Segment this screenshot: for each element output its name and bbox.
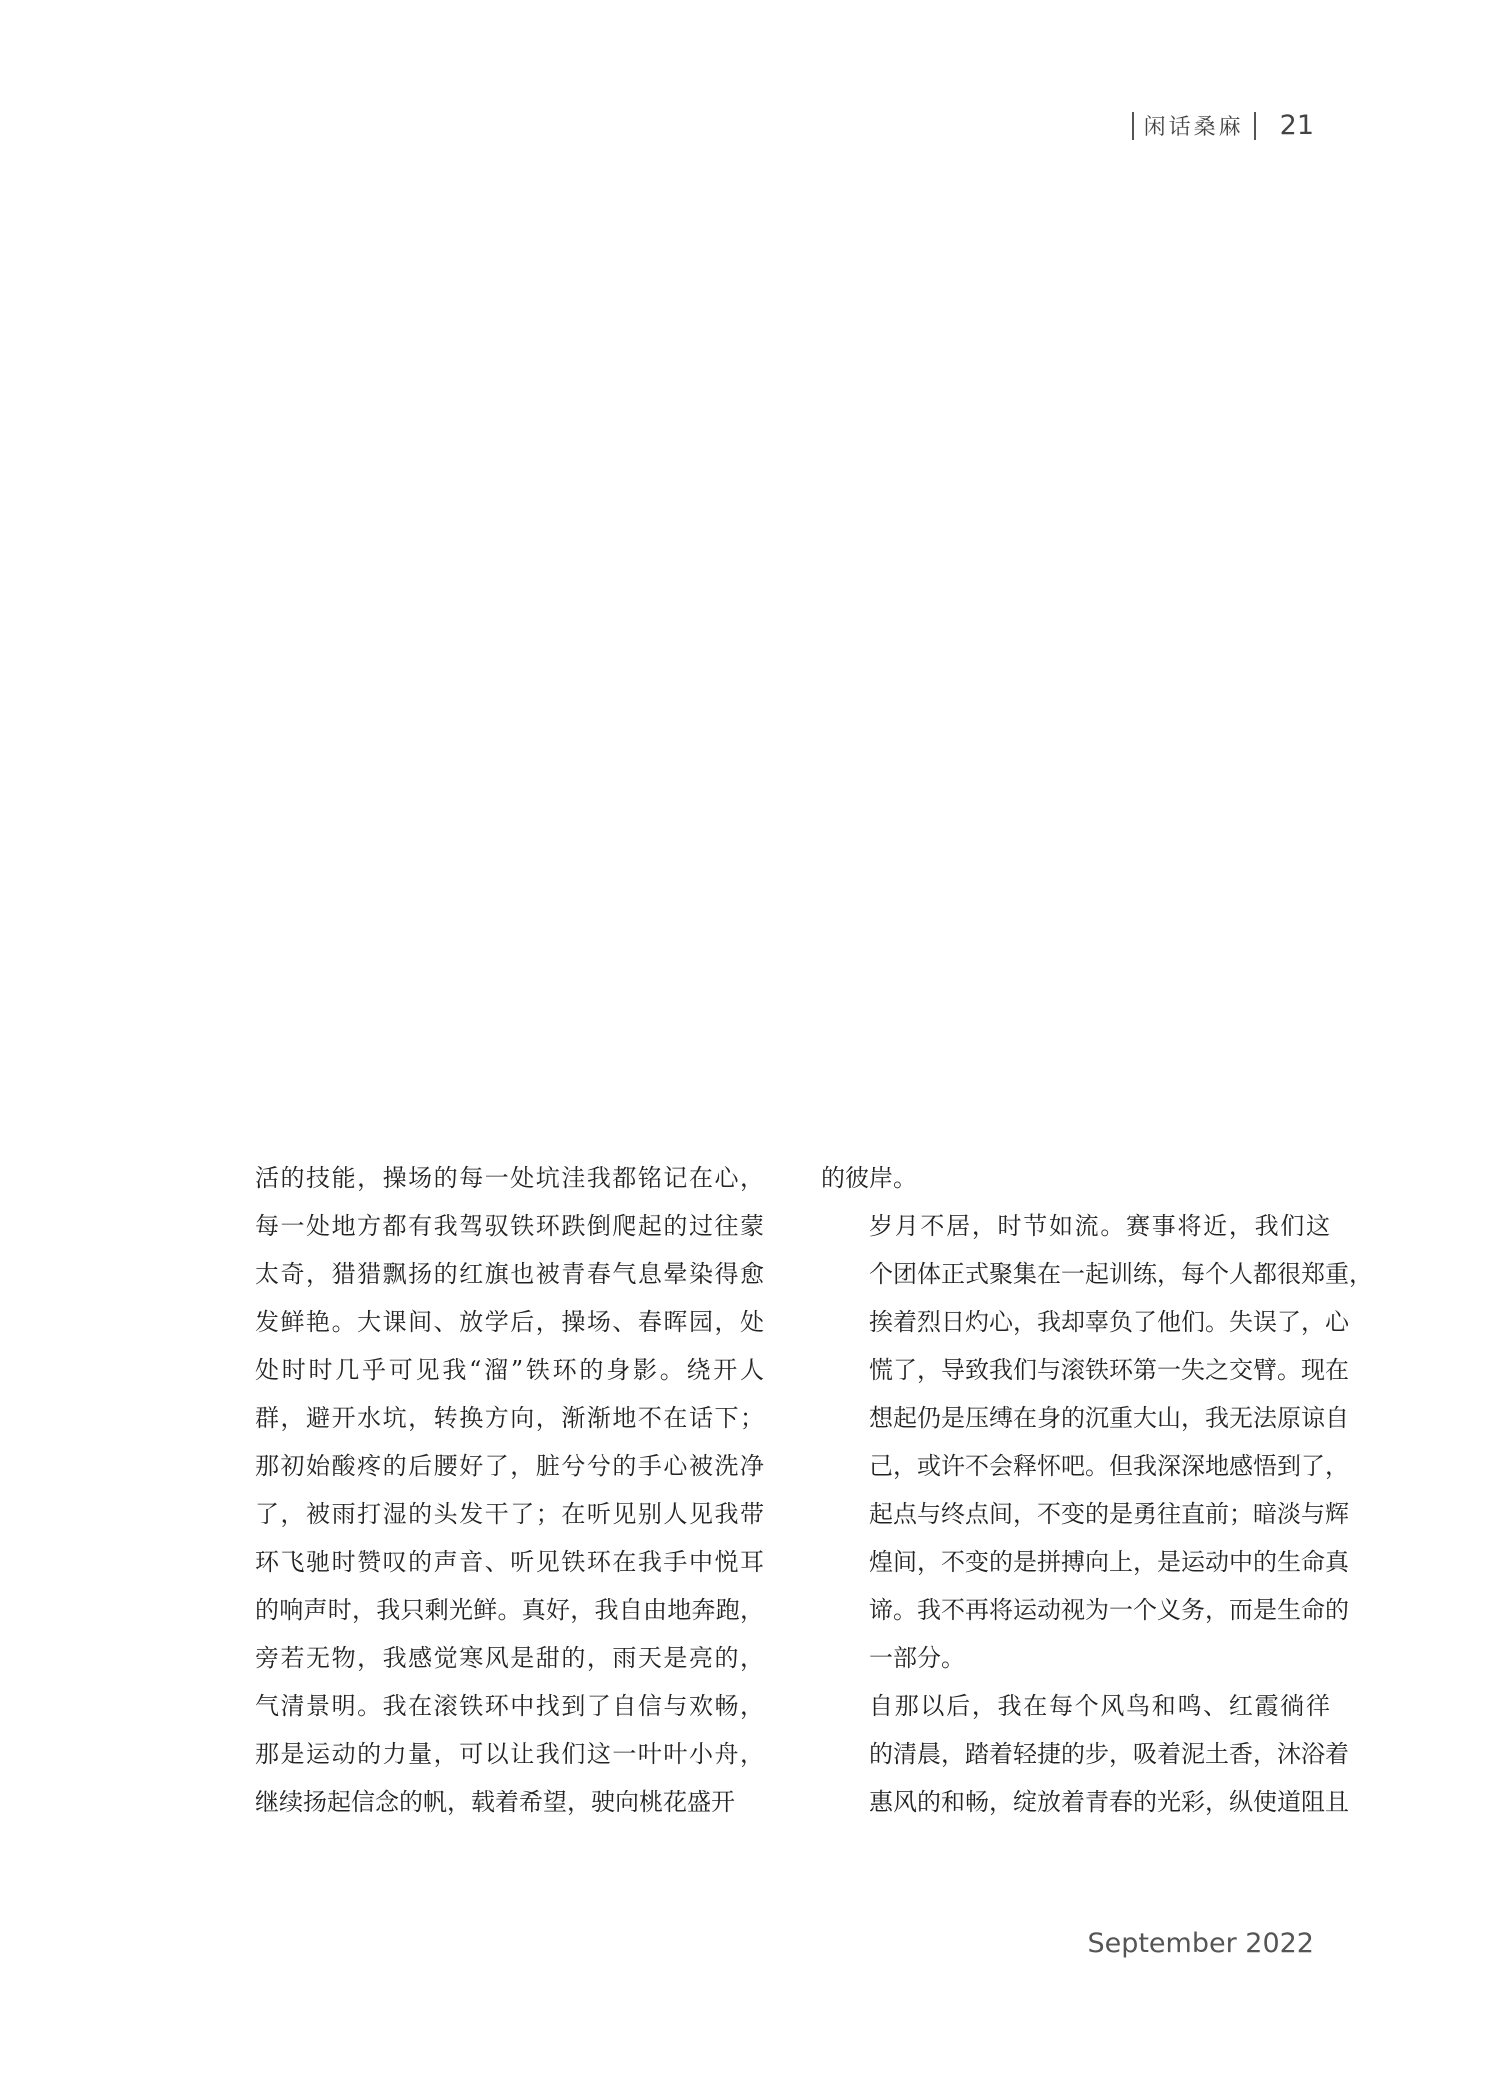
running-header (1132, 110, 1314, 141)
text-line: 每一处地方都有我驾驭铁环跌倒爬起的过往蒙 (255, 1212, 764, 1240)
text-line: 煌间，不变的是拼搏向上，是运动中的生命真 (869, 1548, 1349, 1576)
text-line: 那是运动的力量，可以让我们这一叶叶小舟， (255, 1740, 764, 1768)
section-title: 闲话桑麻 (1143, 115, 1244, 140)
paragraph (255, 1154, 764, 1826)
text-line: 群，避开水坑，转换方向，渐渐地不在话下； (255, 1404, 764, 1432)
text-line: 谛。我不再将运动视为一个义务，而是生命的 (869, 1596, 1349, 1624)
header-divider (1132, 112, 1134, 140)
text-line: 那初始酸疼的后腰好了，脏兮兮的手心被洗净 (255, 1452, 764, 1480)
text-line: 旁若无物，我感觉寒风是甜的，雨天是亮的， (255, 1644, 764, 1672)
text-line: 岁月不居，时节如流。赛事将近，我们这 (869, 1212, 1330, 1240)
text-line: 继续扬起信念的帆，载着希望，驶向桃花盛开 (255, 1788, 735, 1816)
text-line: 挨着烈日灼心，我却辜负了他们。失误了，心 (869, 1308, 1349, 1336)
paragraph (821, 1154, 1330, 1202)
page-number: 21 (1279, 110, 1314, 141)
text-line: 的清晨，踏着轻捷的步，吸着泥土香，沐浴着 (869, 1740, 1349, 1768)
text-line: 一部分。 (869, 1644, 965, 1672)
text-line: 环飞驰时赞叹的声音、听见铁环在我手中悦耳 (255, 1548, 764, 1576)
header-divider (1254, 112, 1256, 140)
text-line: 个团体正式聚集在一起训练，每个人都很郑重， (869, 1260, 1373, 1288)
text-line: 了，被雨打湿的头发干了；在听见别人见我带 (255, 1500, 764, 1528)
text-line: 发鲜艳。大课间、放学后，操场、春晖园，处 (255, 1308, 764, 1336)
issue-date: September 2022 (1087, 1928, 1314, 1959)
paragraph (821, 1202, 1373, 1682)
text-line: 的彼岸。 (821, 1164, 917, 1192)
text-line: 活的技能，操场的每一处坑洼我都铭记在心， (255, 1164, 764, 1192)
text-line: 处时时几乎可见我“溜”铁环的身影。绕开人 (255, 1356, 764, 1384)
text-line: 气清景明。我在滚铁环中找到了自信与欢畅， (255, 1692, 764, 1720)
text-line: 的响声时，我只剩光鲜。真好，我自由地奔跑， (255, 1596, 764, 1624)
text-line: 起点与终点间，不变的是勇往直前；暗淡与辉 (869, 1500, 1349, 1528)
text-line: 太奇，猎猎飘扬的红旗也被青春气息晕染得愈 (255, 1260, 764, 1288)
text-line: 慌了，导致我们与滚铁环第一失之交臂。现在 (869, 1356, 1349, 1384)
text-line: 想起仍是压缚在身的沉重大山，我无法原谅自 (869, 1404, 1349, 1432)
text-line: 己，或许不会释怀吧。但我深深地感悟到了， (869, 1452, 1349, 1480)
text-line: 惠风的和畅，绽放着青春的光彩，纵使道阻且 (869, 1788, 1349, 1816)
right-text-column (821, 1154, 1373, 1826)
text-line: 自那以后，我在每个风鸟和鸣、红霞徜徉 (869, 1692, 1330, 1720)
paragraph (821, 1682, 1349, 1826)
left-text-column (255, 1154, 764, 1826)
